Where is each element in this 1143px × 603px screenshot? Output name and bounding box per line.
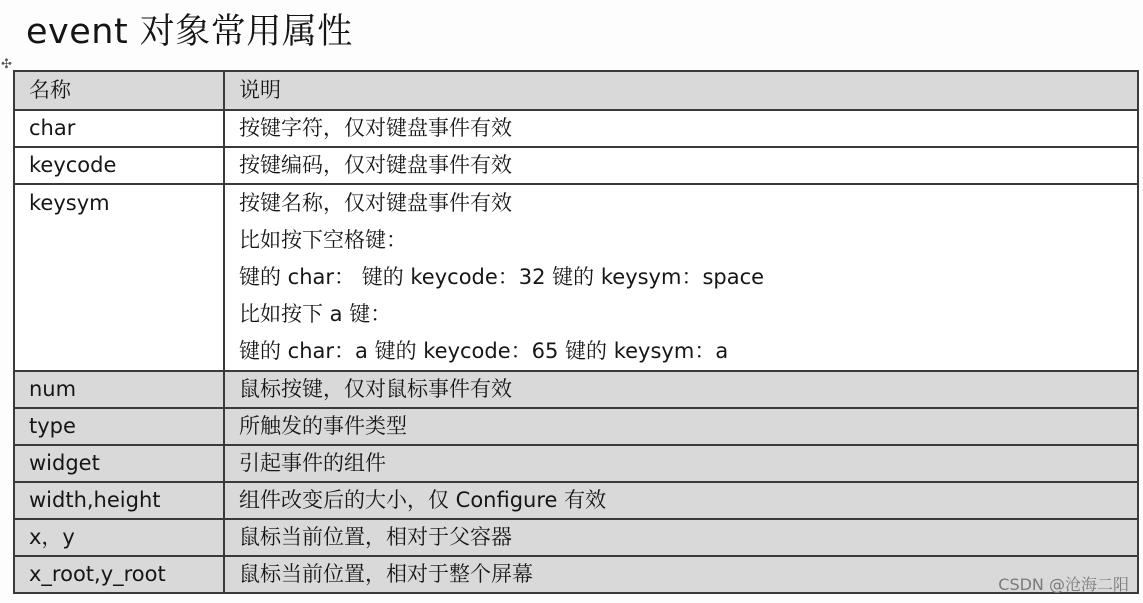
table-row	[14, 371, 1138, 408]
property-name: widget	[14, 445, 224, 482]
move-cross-icon[interactable]: ✣	[1, 57, 12, 72]
table-row	[14, 147, 1138, 184]
property-description: 鼠标当前位置，相对于整个屏幕	[224, 556, 1138, 593]
description-line: 键的 char： 键的 keycode：32 键的 keysym：space	[239, 265, 765, 289]
table-row	[14, 519, 1138, 556]
watermark: CSDN @沧海二阳	[998, 575, 1129, 594]
table-row	[14, 184, 1138, 371]
property-name: keysym	[14, 184, 224, 371]
property-description: 鼠标当前位置，相对于父容器	[224, 519, 1138, 556]
description-line: 比如按下空格键：	[239, 228, 407, 252]
property-name: num	[14, 371, 224, 408]
property-name: x，y	[14, 519, 224, 556]
table-row	[14, 110, 1138, 147]
property-description: 组件改变后的大小，仅 Configure 有效	[224, 482, 1138, 519]
header-description: 说明	[224, 71, 1138, 110]
property-name: width,height	[14, 482, 224, 519]
description-line: 按键名称，仅对键盘事件有效	[239, 191, 512, 215]
property-description: 所触发的事件类型	[224, 408, 1138, 445]
property-name: x_root,y_root	[14, 556, 224, 593]
table-row	[14, 556, 1138, 593]
table-row	[14, 482, 1138, 519]
property-description: 鼠标按键，仅对鼠标事件有效	[224, 371, 1138, 408]
table-row	[14, 445, 1138, 482]
property-description: 按键编码，仅对键盘事件有效	[224, 147, 1138, 184]
header-name: 名称	[14, 71, 224, 110]
description-line: 比如按下 a 键：	[239, 302, 392, 326]
property-name: type	[14, 408, 224, 445]
properties-table	[13, 70, 1139, 594]
table-row	[14, 408, 1138, 445]
property-name: keycode	[14, 147, 224, 184]
property-description: 按键字符，仅对键盘事件有效	[224, 110, 1138, 147]
table-header-row	[14, 71, 1138, 110]
description-line: 键的 char：a 键的 keycode：65 键的 keysym：a	[239, 339, 729, 363]
property-description	[224, 184, 1138, 371]
property-description: 引起事件的组件	[224, 445, 1138, 482]
property-name: char	[14, 110, 224, 147]
page-title: event 对象常用属性	[26, 12, 353, 52]
